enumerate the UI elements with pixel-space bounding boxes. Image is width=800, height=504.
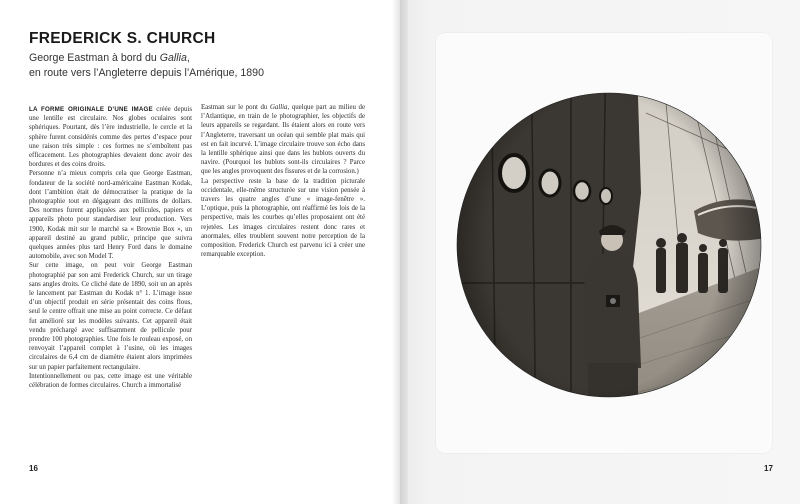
text-column-1 [29,105,192,390]
paragraph-text: Eastman sur le pont du [201,104,270,111]
photo-plate [436,33,772,453]
circular-photograph [436,33,772,453]
paragraph: Personne n’a mieux compris cela que George Eastman, fondateur de la société nord-américaine Eastman Kodak, dont l’ambition était de démocratiser la pratique de la photographie tout en dégageant des millions de dollars. Des normes furent appliquées aux pellicules, papiers et appareils photo pour standardiser leur production. Vers 1900, Kodak mit sur le marché sa « Brownie Box », un appareil destiné au grand public, principe que suivra quelques années plus tard Henry Ford dans le domaine automobile, avec son Model T. [29,170,192,261]
page-number-left: 16 [29,464,38,473]
lead-in-caps: LA FORME ORIGINALE D’UNE IMAGE [29,106,153,113]
subtitle-line-1 [29,51,359,66]
paragraph: Intentionnellement ou pas, cette image est une véritable célébration de formes circulaires. Church a immortalisé [29,372,192,390]
page-number-right: 17 [764,464,773,473]
text-column-2 [201,103,365,259]
subtitle-ship-name: Gallia [159,52,187,64]
page-subtitle [29,51,359,81]
subtitle-line-2: en route vers l’Angleterre depuis l’Amérique, 1890 [29,67,264,79]
subtitle-text: George Eastman à bord du [29,52,160,64]
ship-name: Gallia [269,104,288,111]
paragraph: La perspective reste la base de la tradition picturale occidentale, elle-même structurée sur une vision pensée à travers les quatre angles d’une « image-fenêtre ». L’optique, puis la photographie, ont réaffirmé les lois de la perspective, mais les courbes qu’elles proposaient ont été rejetées. Les images circulaires restent donc rares et anormales, elles troublent souvent notre perception de la composition. Frederick Church est parvenu ici à créer une remarquable exception. [201,177,365,259]
subtitle-punct: , [186,52,190,64]
page-title: FREDERICK S. CHURCH [29,30,216,47]
paragraph-text: , quelque part au milieu de l’Atlantique, en train de le photographier, les objectifs de leurs appareils se regardant. Ils étaient alors en route vers l’Angleterre, traversant un océan qui semble plat mais qui est en fait incurvé. L’image circulaire trouve son écho dans la lentille sphérique ainsi que dans les hublots ouverts du navire. (Pourquoi les hublots sont-ils circulaires ? Parce que les angles provoquent des fissures et de la corrosion.) [201,104,365,176]
photo-content [436,33,772,453]
paragraph-text: créée depuis une lentille est circulaire. Nos globes oculaires sont sphériques. Pourtant, dès l’ère industrielle, le cercle et la sphère furent considérés comme des pertes d’espace pour une raison très simple : ces formes ne s’emboîtent pas efficacement. Les photographies devaient donc avoir des bordures et des coins droits. [29,106,192,169]
paragraph: Sur cette image, on peut voir George Eastman photographié par son ami Frederick Church, sur un tirage sans angles droits. Ce cliché date de 1890, soit un an après le lancement par Eastman du Kodak n° 1. L’image issue d’un objectif produit en série présentait des coins flous, seul le centre offrait une mise au point correcte. Ce défaut fut amélioré sur les modèles suivants. Cet appareil était vendu préchargé avec suffisamment de pellicule pour prendre 100 photographies. Une fois le rouleau exposé, on renvoyait l’appareil complet à l’usine, où les images circulaires de 6,4 cm de diamètre étaient alors imprimées sur un papier parfaitement rectangulaire. [29,262,192,371]
paragraph [201,103,365,177]
paragraph [29,105,192,169]
book-gutter [392,0,408,504]
